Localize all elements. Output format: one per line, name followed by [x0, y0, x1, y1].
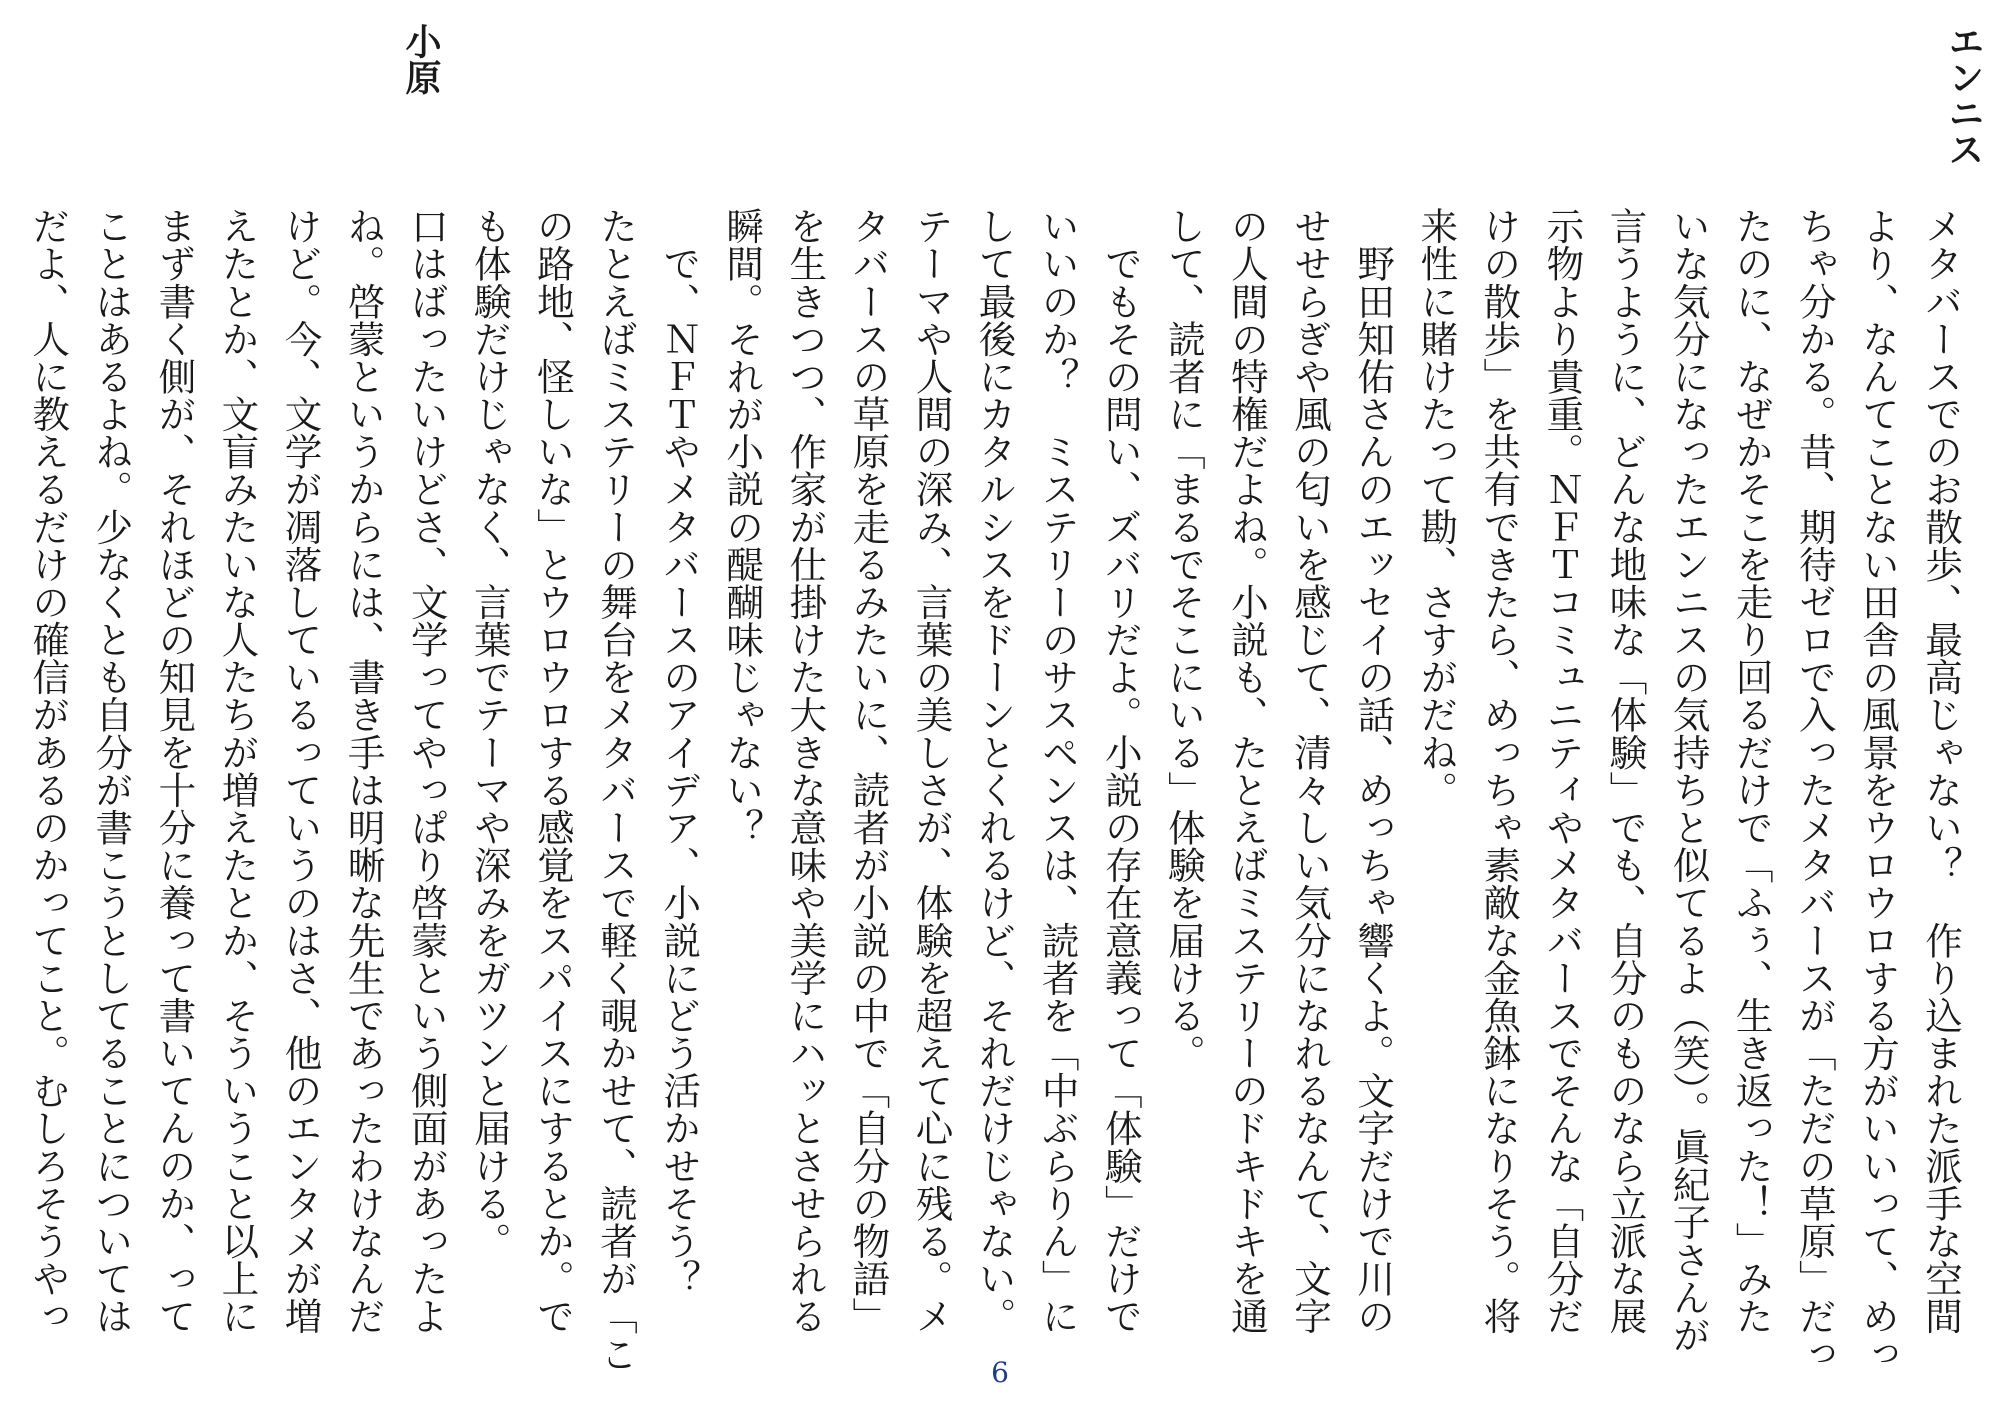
text-line: ね。啓蒙というからには、書き手は明晰な先生であったわけなんだ [341, 207, 386, 1335]
text-line: 瞬間。それが小説の醍醐味じゃない？ [720, 207, 765, 847]
text-line: 示物より貴重。ＮＦＴコミュニティやメタバースでそんな「自分だ [1540, 207, 1585, 1335]
text-line: いな気分になったエンニスの気持ちと似てるよ（笑）。眞紀子さんが [1666, 207, 1711, 1354]
text-line: 来性に賭けたって勘、さすがだね。 [1414, 207, 1459, 809]
text-line: タバースの草原を走るみたいに、読者が小説の中で「自分の物語」 [846, 207, 891, 1335]
text-line: の人間の特権だよね。小説も、たとえばミステリーのドキドキを通 [1224, 207, 1269, 1335]
body-text [16, 207, 1972, 1372]
text-line: いいのか？ ミステリーのサスペンスは、読者を「中ぶらりん」に [1035, 207, 1080, 1335]
text-line: たのに、なぜかそこを走り回るだけで「ふぅ、生き返った！」みた [1729, 207, 1774, 1335]
text-line: けど。今、文学が凋落しているっていうのはさ、他のエンタメが増 [278, 207, 323, 1335]
text-line: 野田知佑さんのエッセイの話、めっちゃ響くよ。文字だけで川の [1351, 207, 1396, 1335]
text-line: まず書く側が、それほどの知見を十分に養って書いてんのか、って [152, 207, 197, 1335]
text-line: えたとか、文盲みたいな人たちが増えたとか、そういうこと以上に [215, 207, 260, 1335]
text-line: ことはあるよね。少なくとも自分が書こうとしてることについては [89, 207, 134, 1335]
text-line: も体験だけじゃなく、言葉でテーマや深みをガツンと届ける。 [467, 207, 512, 1260]
text-line: けの散歩」を共有できたら、めっちゃ素敵な金魚鉢になりそう。将 [1477, 207, 1522, 1335]
text-line: メタバースでのお散歩、最高じゃない？ 作り込まれた派手な空間 [1919, 207, 1963, 1335]
text-line: ちゃ分かる。昔、期待ゼロで入ったメタバースが「ただの草原」だっ [1792, 207, 1837, 1373]
speech-ennis [458, 207, 1972, 1372]
text-line: せせらぎや風の匂いを感じて、清々しい気分になれるなんて、文字 [1288, 207, 1333, 1335]
text-line: たとえばミステリーの舞台をメタバースで軽く覗かせて、読者が「こ [594, 207, 639, 1373]
text-line: より、なんてことない田舎の風景をウロウロする方がいいって、めっ [1855, 207, 1900, 1373]
speaker-name-ohara: 小原 [400, 23, 442, 95]
text-line: だよ、人に教えるだけの確信があるのかってこと。むしろそうやっ [26, 207, 71, 1335]
text-line: 口はばったいけどさ、文学ってやっぱり啓蒙という側面があったよ [404, 207, 449, 1335]
text-line: テーマや人間の深み、言葉の美しさが、体験を超えて心に残る。メ [909, 207, 954, 1335]
text-line: 言うように、どんな地味な「体験」でも、自分のものなら立派な展 [1603, 207, 1648, 1335]
page-number: 6 [991, 1356, 1009, 1389]
speech-ohara [16, 207, 458, 1372]
text-line: でもその問い、ズバリだよ。小説の存在意義って「体験」だけで [1098, 207, 1143, 1335]
text-line: して最後にカタルシスをドーンとくれるけど、それだけじゃない。 [972, 207, 1017, 1335]
text-line: の路地、怪しいな」とウロウロする感覚をスパイスにするとか。で [530, 207, 575, 1335]
text-line: で、ＮＦＴやメタバースのアイデア、小説にどう活かせそう？ [657, 207, 702, 1298]
speaker-name-ennis: エンニス [1943, 23, 1985, 167]
text-line: を生きつつ、作家が仕掛けた大きな意味や美学にハッとさせられる [783, 207, 828, 1335]
text-line: して、読者に「まるでそこにいる」体験を届ける。 [1161, 207, 1206, 1072]
